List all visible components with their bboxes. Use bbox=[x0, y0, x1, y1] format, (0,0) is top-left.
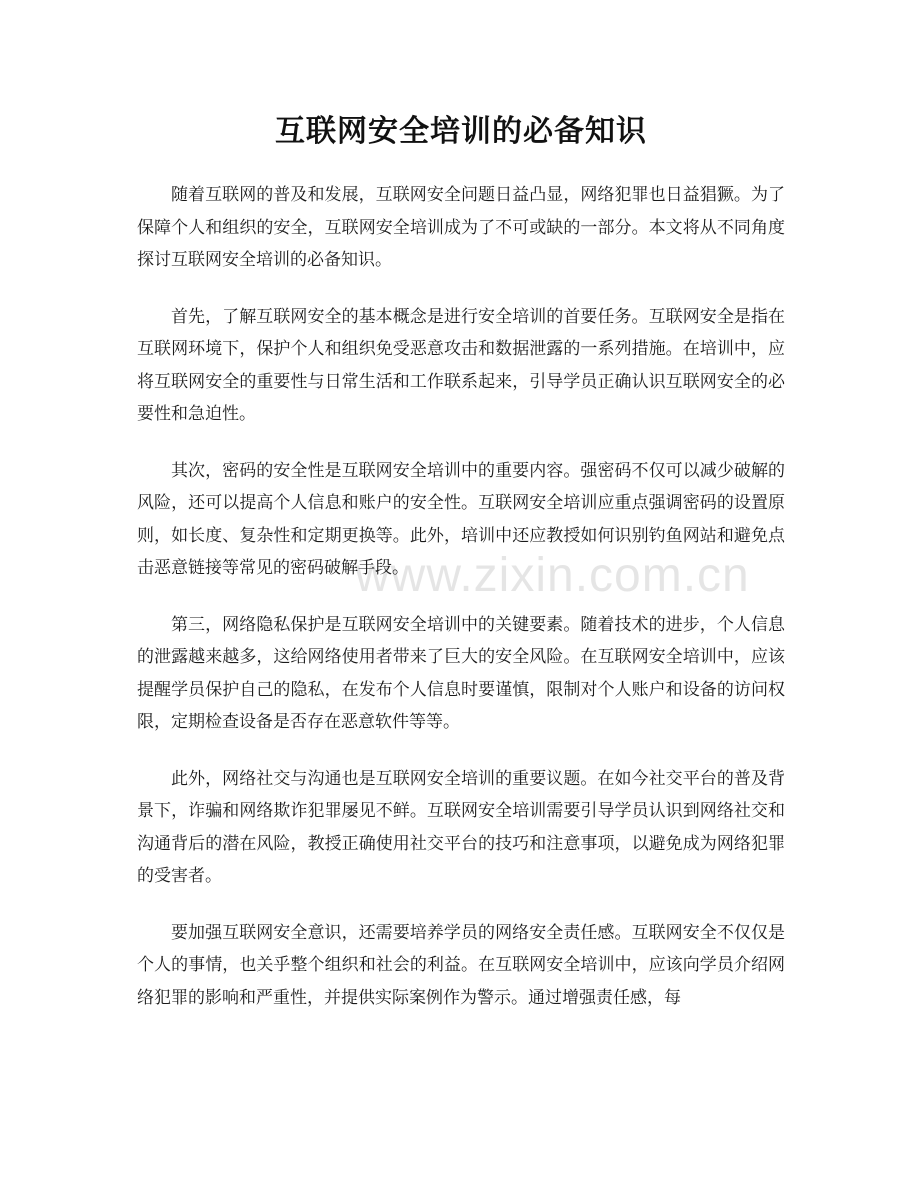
paragraph-6: 要加强互联网安全意识，还需要培养学员的网络安全责任感。互联网安全不仅仅是个人的事情，也关乎整个组织和社会的利益。在互联网安全培训中，应该向学员介绍网络犯罪的影响和严重性，并提供实际案例作为警示。通过增强责任感，每 bbox=[137, 922, 785, 1008]
paragraph-1: 随着互联网的普及和发展，互联网安全问题日益凸显，网络犯罪也日益猖獗。为了保障个人和组织的安全，互联网安全培训成为了不可或缺的一部分。本文将从不同角度探讨互联网安全培训的必备知识。 bbox=[137, 185, 785, 270]
watermark: www.zixin.com.cn bbox=[355, 549, 750, 602]
page-title: 互联网安全培训的必备知识 bbox=[275, 114, 647, 149]
document-body bbox=[137, 179, 785, 1014]
paragraph-2: 首先，了解互联网安全的基本概念是进行安全培训的首要任务。互联网安全是指在互联网环境下，保护个人和组织免受恶意攻击和数据泄露的一系列措施。在培训中，应将互联网安全的重要性与日常生活和工作联系起来，引导学员正确认识互联网安全的必要性和急迫性。 bbox=[137, 306, 785, 424]
paragraph-4: 第三，网络隐私保护是互联网安全培训中的关键要素。随着技术的进步，个人信息的泄露越来越多，这给网络使用者带来了巨大的安全风险。在互联网安全培训中，应该提醒学员保护自己的隐私，在发布个人信息时要谨慎，限制对个人账户和设备的访问权限，定期检查设备是否存在恶意软件等等。 bbox=[137, 614, 785, 732]
paragraph-3: 其次，密码的安全性是互联网安全培训中的重要内容。强密码不仅可以减少破解的风险，还可以提高个人信息和账户的安全性。互联网安全培训应重点强调密码的设置原则，如长度、复杂性和定期更换等。此外，培训中还应教授如何识别钓鱼网站和避免点击恶意链接等常见的密码破解手段。 bbox=[137, 460, 785, 578]
paragraph-5: 此外，网络社交与沟通也是互联网安全培训的重要议题。在如今社交平台的普及背景下，诈骗和网络欺诈犯罪屡见不鲜。互联网安全培训需要引导学员认识到网络社交和沟通背后的潜在风险，教授正确使用社交平台的技巧和注意事项，以避免成为网络犯罪的受害者。 bbox=[137, 768, 785, 886]
